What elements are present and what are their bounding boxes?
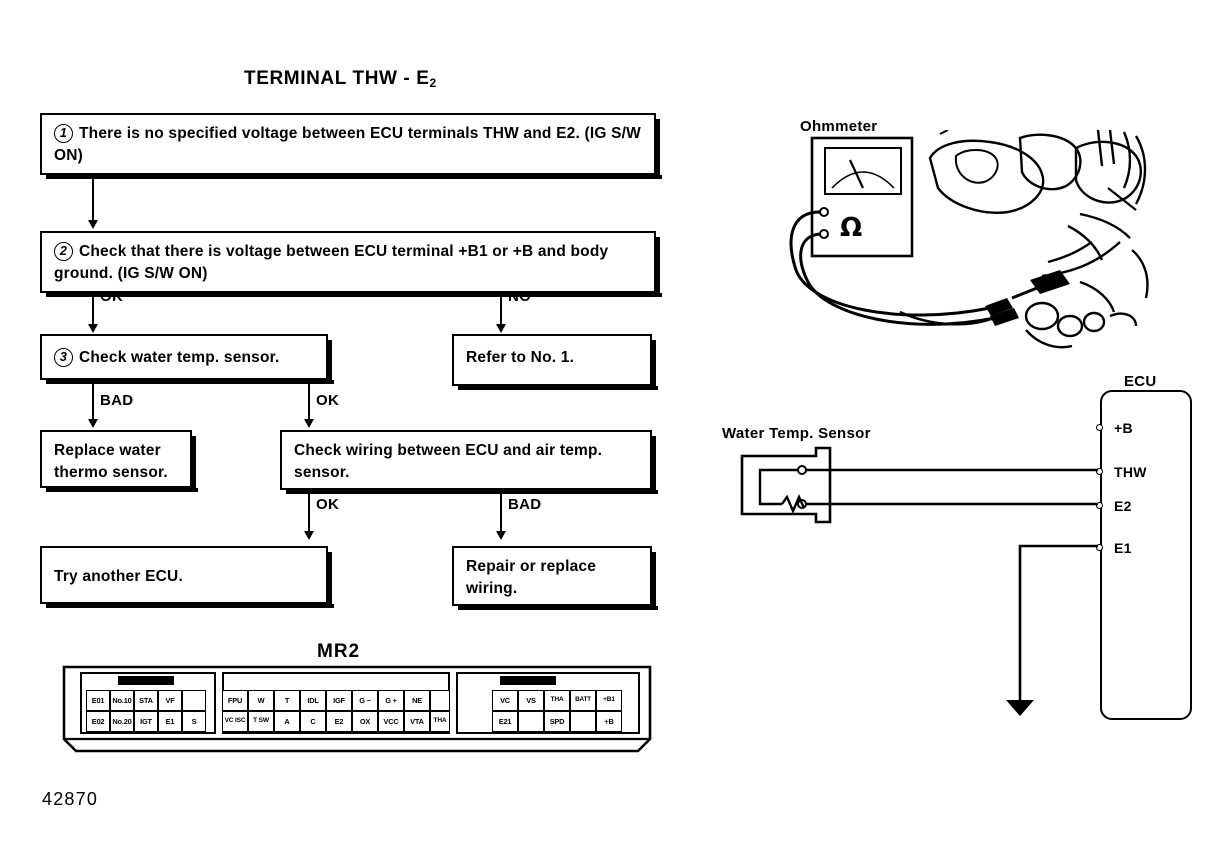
page-title (244, 68, 437, 90)
water-temp-sensor-label: Water Temp. Sensor (722, 425, 871, 442)
pin-cell: VF (158, 690, 182, 711)
box-shadow (458, 386, 658, 390)
box-shadow (652, 340, 656, 390)
pin-cell: No.10 (110, 690, 134, 711)
flow-step-1 (40, 113, 656, 175)
flow-step-1-wrapper (40, 113, 656, 175)
pin-cell: A (274, 711, 300, 732)
flow-replace-wrapper (40, 430, 192, 488)
box-shadow (46, 604, 334, 608)
flow-check-wiring-wrapper (280, 430, 652, 490)
arrow-down-icon (304, 419, 314, 428)
pin-cell: SPD (544, 711, 570, 732)
pin-cell: T (274, 690, 300, 711)
pin-cell: E1 (158, 711, 182, 732)
flow-step-2-text: Check that there is voltage between ECU terminal +B1 or +B and body ground. (IG S/W ON) (54, 243, 609, 283)
flow-replace-thermo (40, 430, 192, 488)
arrow-down-icon (88, 419, 98, 428)
edge-label-bad: BAD (508, 496, 542, 513)
edge-label-ok: OK (100, 288, 124, 305)
pin-cell: THA (430, 711, 450, 732)
connector-keyway-2 (500, 676, 556, 685)
pin-cell: No.20 (110, 711, 134, 732)
edge-label-ok: OK (316, 496, 340, 513)
pin-cell: IGT (134, 711, 158, 732)
pin-cell: STA (134, 690, 158, 711)
ecu-pin-label-b: +B (1114, 420, 1133, 436)
ecu-pin-label-e2: E2 (1114, 498, 1132, 514)
box-shadow (46, 488, 198, 492)
pin-cell: G + (378, 690, 404, 711)
box-shadow (652, 436, 656, 494)
pin-cell: VS (518, 690, 544, 711)
pin-cell: VCC (378, 711, 404, 732)
arrow-down-icon (496, 531, 506, 540)
pin-cell: G − (352, 690, 378, 711)
ohmmeter-illustration (780, 130, 1180, 390)
arrow-down-icon (88, 220, 98, 229)
step-number-2: 2 (54, 242, 73, 261)
box-shadow (656, 237, 660, 297)
flow-repair-wiring (452, 546, 652, 606)
ecu-label: ECU (1124, 373, 1157, 390)
box-shadow (286, 490, 658, 494)
pin-cell (570, 711, 596, 732)
connector-diagram-title: MR2 (317, 641, 361, 662)
pin-cell: IGF (326, 690, 352, 711)
box-shadow (652, 552, 656, 610)
pin-cell: VTA (404, 711, 430, 732)
connector-line (92, 380, 94, 424)
flow-step-1-text: There is no specified voltage between ECU terminals THW and E2. (IG S/W ON) (54, 125, 641, 165)
ohmmeter-label: Ohmmeter (800, 118, 878, 135)
ecu-pin-label-thw: THW (1114, 464, 1147, 480)
pin-cell: C (300, 711, 326, 732)
pin-cell: OX (352, 711, 378, 732)
box-shadow (46, 175, 662, 179)
edge-label-bad: BAD (100, 392, 134, 409)
flow-repair-wiring-text: Repair or replace wiring. (466, 558, 597, 598)
pin-cell: BATT (570, 690, 596, 711)
connector-keyway-1 (118, 676, 174, 685)
pin-cell: VC ISC (222, 711, 248, 732)
arrow-down-icon (88, 324, 98, 333)
flow-check-wiring (280, 430, 652, 490)
pin-cell (430, 690, 450, 711)
connector-line (500, 490, 502, 536)
box-shadow (328, 552, 332, 608)
sensor-wiring-schematic (720, 400, 1120, 730)
flow-step-3 (40, 334, 328, 380)
flow-try-ecu (40, 546, 328, 604)
step-number-3: 3 (54, 348, 73, 367)
pin-cell: IDL (300, 690, 326, 711)
flow-repair-wrapper (452, 546, 652, 606)
flow-step-2-wrapper (40, 231, 656, 293)
flow-refer-no1-text: Refer to No. 1. (466, 349, 575, 366)
step-number-1: 1 (54, 124, 73, 143)
pin-cell: T SW (248, 711, 274, 732)
ecu-pin-label-e1: E1 (1114, 540, 1132, 556)
page-title-subscript: 2 (429, 76, 437, 90)
pin-cell: +B1 (596, 690, 622, 711)
pin-cell: +B (596, 711, 622, 732)
figure-number: 42870 (42, 789, 99, 809)
box-shadow (46, 293, 662, 297)
connector-line (308, 380, 310, 424)
flow-step-3-text: Check water temp. sensor. (79, 349, 280, 366)
flow-step-2 (40, 231, 656, 293)
box-shadow (46, 380, 334, 384)
edge-label-no: NO (508, 288, 532, 305)
pin-cell: FPU (222, 690, 248, 711)
box-shadow (656, 119, 660, 179)
arrow-down-icon (496, 324, 506, 333)
pin-cell: S (182, 711, 206, 732)
flow-replace-thermo-text: Replace water thermo sensor. (54, 442, 168, 482)
pin-cell: VC (492, 690, 518, 711)
flow-step-3-wrapper (40, 334, 328, 380)
arrow-down-icon (304, 531, 314, 540)
flow-refer-no1 (452, 334, 652, 386)
pin-cell: W (248, 690, 274, 711)
box-shadow (458, 606, 658, 610)
pin-cell: THA (544, 690, 570, 711)
pin-cell (518, 711, 544, 732)
pin-cell: E21 (492, 711, 518, 732)
flow-try-ecu-wrapper (40, 546, 328, 604)
box-shadow (192, 436, 196, 492)
connector-line (308, 490, 310, 536)
pin-cell: NE (404, 690, 430, 711)
flow-try-ecu-text: Try another ECU. (54, 568, 183, 585)
pin-cell: E01 (86, 690, 110, 711)
pin-cell (182, 690, 206, 711)
box-shadow (328, 340, 332, 384)
edge-label-ok: OK (316, 392, 340, 409)
connector-line (92, 175, 94, 223)
page-title-main: TERMINAL THW - E (244, 68, 430, 89)
flow-refer-wrapper (452, 334, 652, 386)
flow-check-wiring-text: Check wiring between ECU and air temp. sensor. (294, 442, 603, 482)
svg-text:Ω: Ω (840, 213, 863, 243)
pin-cell: E02 (86, 711, 110, 732)
pin-cell: E2 (326, 711, 352, 732)
